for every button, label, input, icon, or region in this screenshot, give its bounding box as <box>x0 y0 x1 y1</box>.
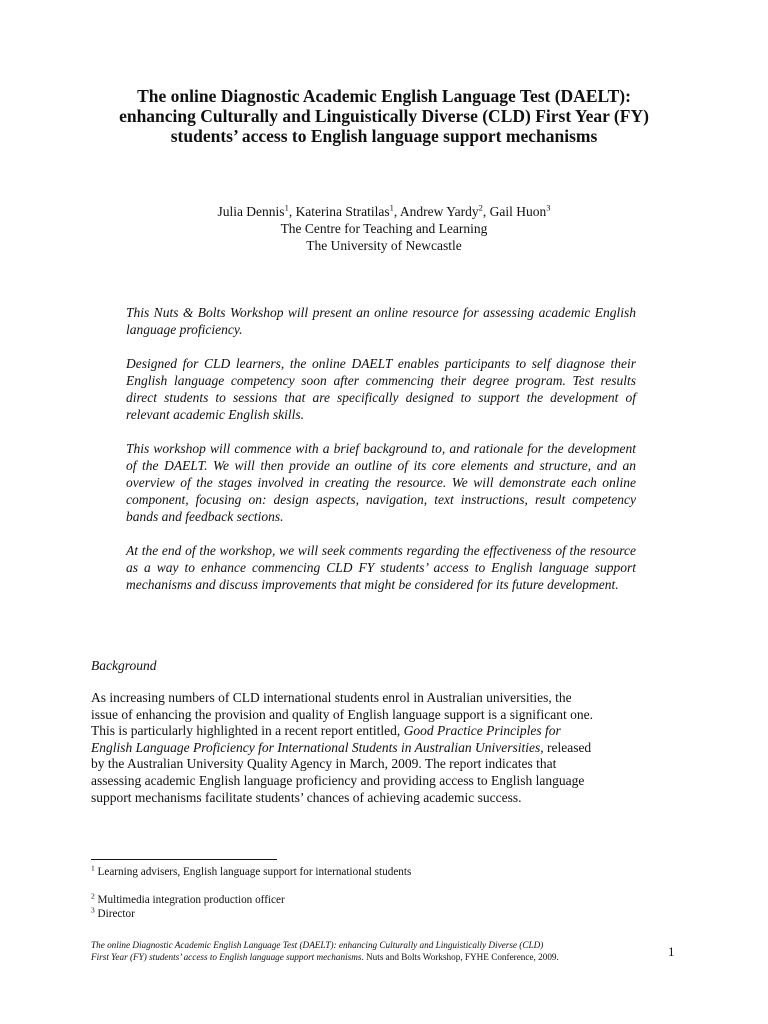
footnote-text: Director <box>94 908 135 920</box>
author-list <box>90 203 678 220</box>
report-title: Good Practice Principles for <box>403 723 561 739</box>
author-block <box>90 203 678 254</box>
footer-line <box>91 951 651 963</box>
body-line: by the Australian University Quality Agency in March, 2009. The report indicates that <box>91 756 557 772</box>
abstract-paragraph: This workshop will commence with a brief background to, and rationale for the development of the DAELT. We will then provide an outline of its core elements and structure, and an overview of the stages involved in creating the resource. We will demonstrate each online component, focusing on: design aspects, navigation, text instructions, result competency bands and feedback sections. <box>126 441 636 524</box>
footer-line <box>91 939 651 951</box>
background-paragraph <box>91 690 671 806</box>
body-text: released <box>543 739 592 755</box>
footnote-divider <box>91 859 277 860</box>
footer-italic-text: The online Diagnostic Academic English Language Test (DAELT): enhancing Culturally and Linguistically Diverse (CLD) <box>91 940 544 950</box>
footnote-number: 3 <box>91 905 95 915</box>
footnote <box>91 891 285 907</box>
author-affiliation-marker: 1 <box>284 202 289 213</box>
author-affiliation-marker: 3 <box>546 202 551 213</box>
title-line: students’ access to English language support mechanisms <box>170 126 598 146</box>
footnote-text: Multimedia integration production officer <box>94 894 285 906</box>
body-text: This is particularly highlighted in a recent report entitled, <box>91 723 404 739</box>
title-line: The online Diagnostic Academic English Language Test (DAELT): <box>137 86 631 106</box>
report-title: English Language Proficiency for International Students in Australian Universities, <box>91 739 544 755</box>
page-number: 1 <box>668 944 675 959</box>
affiliation-centre: The Centre for Teaching and Learning <box>280 221 488 236</box>
abstract-paragraph: At the end of the workshop, we will seek comments regarding the effectiveness of the resource as a way to enhance commencing CLD FY students’ access to English language support mechanisms and discuss improvements that might be considered for its future development. <box>126 543 636 592</box>
body-line: As increasing numbers of CLD international students enrol in Australian universities, the <box>91 690 572 705</box>
footnote-number: 1 <box>91 863 95 873</box>
footer-italic-text: First Year (FY) students’ access to English language support mechanisms <box>91 952 362 962</box>
footnote <box>91 863 412 879</box>
body-line: issue of enhancing the provision and quality of English language support is a significant one. <box>91 706 594 722</box>
author-name: , Andrew Yardy <box>393 204 479 219</box>
body-line <box>91 723 671 740</box>
paper-title <box>90 86 678 146</box>
body-line <box>91 740 671 757</box>
body-line: support mechanisms facilitate students’ chances of achieving academic success. <box>91 789 522 805</box>
footnote-number: 2 <box>91 891 95 901</box>
footnote <box>91 905 135 921</box>
footnote-text: Learning advisers, English language support for international students <box>94 866 412 878</box>
affiliation-university: The University of Newcastle <box>306 238 462 253</box>
author-name: Julia Dennis <box>217 204 285 219</box>
abstract <box>126 304 636 610</box>
footer-text: . Nuts and Bolts Workshop, FYHE Conference, 2009. <box>361 952 559 962</box>
abstract-paragraph: Designed for CLD learners, the online DAELT enables participants to self diagnose their English language competency soon after commencing their degree program. Test results direct students to sessions that are specifically designed to support the development of relevant academic English skills. <box>126 356 636 422</box>
page-footer <box>91 939 651 963</box>
author-name: , Gail Huon <box>482 204 547 219</box>
author-name: , Katerina Stratilas <box>288 204 390 219</box>
body-line: assessing academic English language proficiency and providing access to English language <box>91 772 585 788</box>
abstract-paragraph: This Nuts & Bolts Workshop will present an online resource for assessing academic English language proficiency. <box>126 305 636 337</box>
title-line: enhancing Culturally and Linguistically Diverse (CLD) First Year (FY) <box>119 106 649 126</box>
author-affiliation-marker: 1 <box>389 202 394 213</box>
section-heading: Background <box>91 658 157 673</box>
author-affiliation-marker: 2 <box>478 202 483 213</box>
